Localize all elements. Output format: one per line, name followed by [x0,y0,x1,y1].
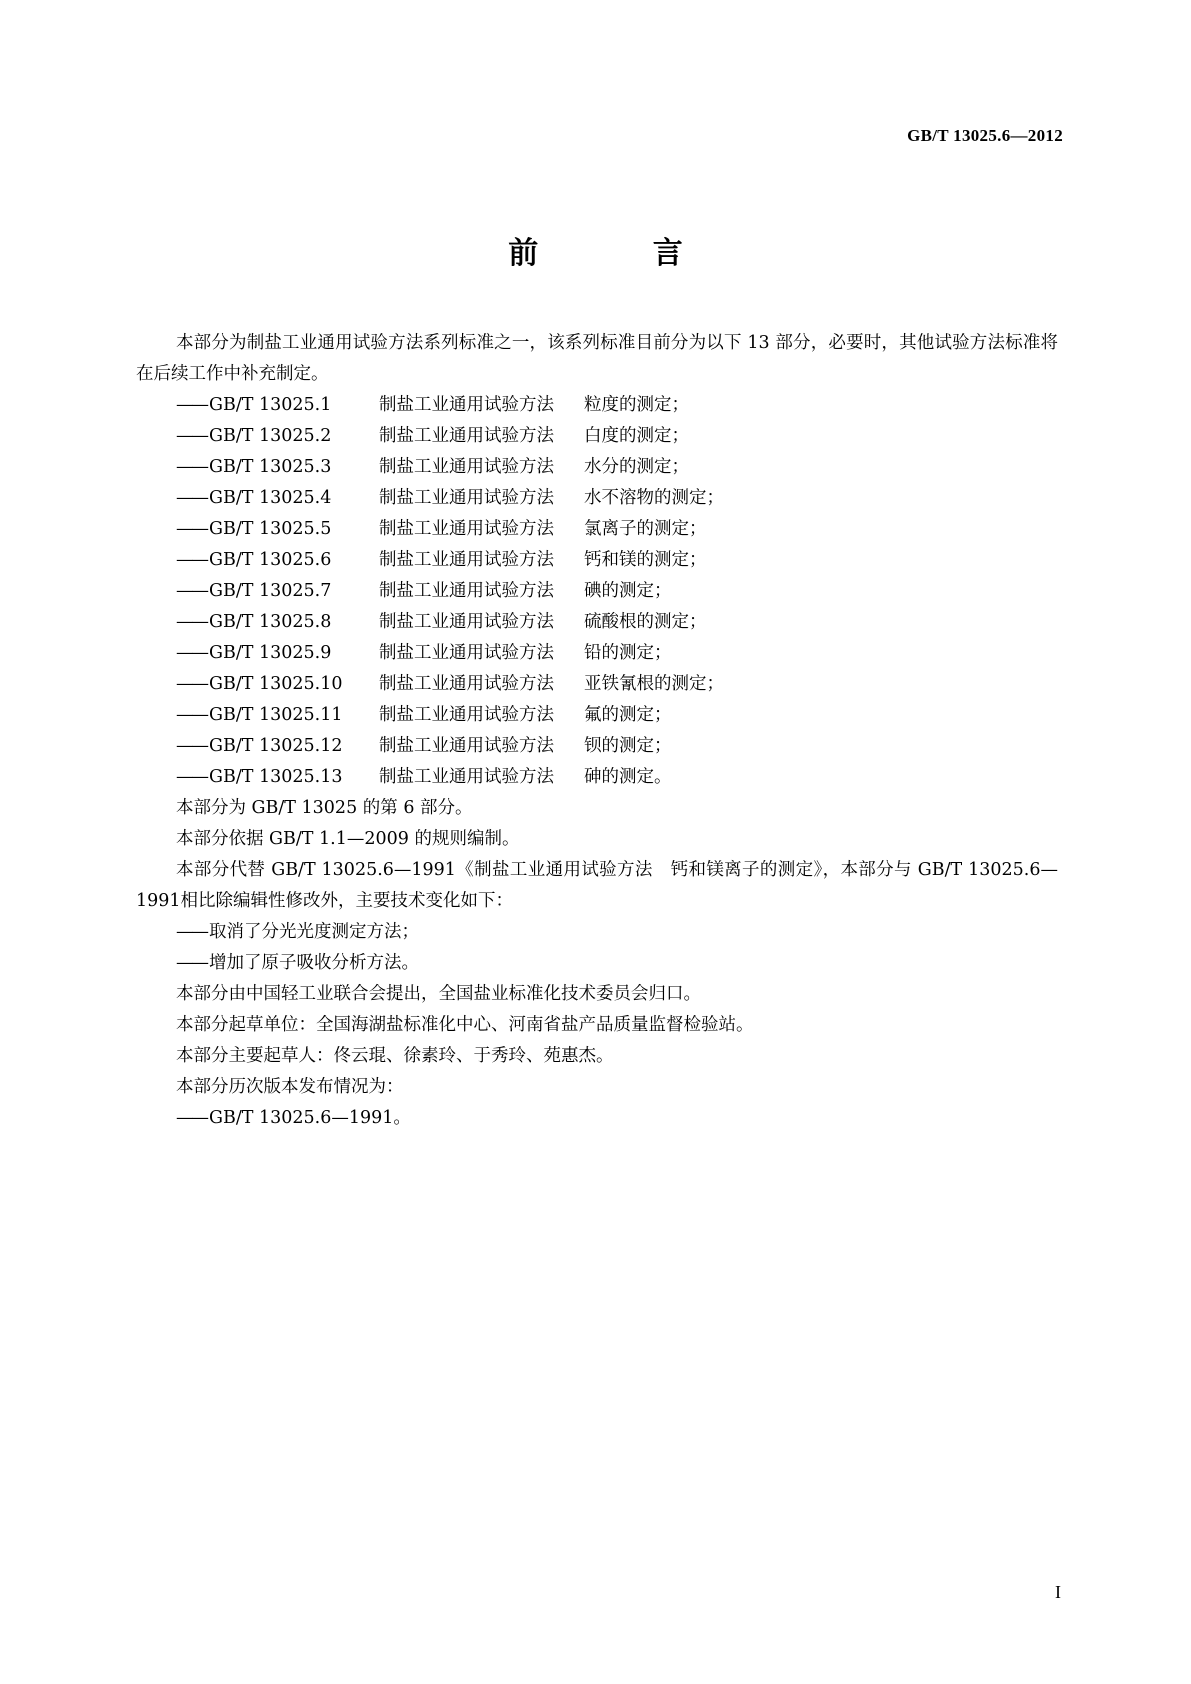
list-dash: —— [176,643,207,663]
standard-code: GB/T 13025.6—2012 [907,126,1063,145]
method-title: 制盐工业通用试验方法 [379,643,554,663]
subject-title: 亚铁氰根的测定； [584,674,724,694]
list-item [136,669,1058,700]
list-item [136,917,1058,948]
list-item [136,545,1058,576]
subject-title: 白度的测定； [584,426,689,446]
standard-part-code: GB/T 13025.7 [209,581,332,601]
proposed-by-paragraph: 本部分由中国轻工业联合会提出，全国盐业标准化技术委员会归口。 [176,984,701,1004]
list-item [136,638,1058,669]
list-item [136,483,1058,514]
subject-title: 氟的测定； [584,705,672,725]
list-item [136,731,1058,762]
list-dash: —— [176,581,207,601]
method-title: 制盐工业通用试验方法 [379,767,554,787]
list-dash: —— [176,767,207,787]
list-dash: —— [176,457,207,477]
list-dash: —— [176,736,207,756]
standard-part-code: GB/T 13025.10 [209,674,343,694]
subject-title: 砷的测定。 [584,767,672,787]
method-title: 制盐工业通用试验方法 [379,612,554,632]
method-title: 制盐工业通用试验方法 [379,674,554,694]
list-dash: —— [176,488,207,508]
history-intro-paragraph: 本部分历次版本发布情况为： [176,1077,404,1097]
list-dash: —— [176,705,207,725]
page-title: 前 言 [508,236,735,271]
standard-part-code: GB/T 13025.4 [209,488,332,508]
subject-title: 水不溶物的测定； [584,488,724,508]
list-item [136,607,1058,638]
method-title: 制盐工业通用试验方法 [379,550,554,570]
method-title: 制盐工业通用试验方法 [379,736,554,756]
list-dash: —— [176,922,207,942]
standard-part-code: GB/T 13025.6 [209,550,332,570]
list-dash: —— [176,550,207,570]
subject-title: 钡的测定； [584,736,672,756]
standard-part-code: GB/T 13025.5 [209,519,332,539]
standard-part-code: GB/T 13025.2 [209,426,332,446]
list-item [136,700,1058,731]
subject-title: 钙和镁的测定； [584,550,707,570]
change-text: 取消了分光光度测定方法； [209,922,419,942]
list-item [136,452,1058,483]
method-title: 制盐工业通用试验方法 [379,457,554,477]
list-dash: —— [176,953,207,973]
subject-title: 水分的测定； [584,457,689,477]
method-title: 制盐工业通用试验方法 [379,426,554,446]
foreword-body [136,328,1058,1134]
subject-title: 铅的测定； [584,643,672,663]
subject-title: 硫酸根的测定； [584,612,707,632]
part-of-paragraph: 本部分为 GB/T 13025 的第 6 部分。 [176,798,473,818]
drafted-per-paragraph: 本部分依据 GB/T 1.1—2009 的规则编制。 [176,829,520,849]
list-item [136,421,1058,452]
standard-part-code: GB/T 13025.12 [209,736,343,756]
list-item [136,576,1058,607]
history-text: GB/T 13025.6—1991。 [209,1108,411,1128]
series-list [136,390,1058,793]
standard-part-code: GB/T 13025.11 [209,705,343,725]
standard-part-code: GB/T 13025.9 [209,643,332,663]
list-item [136,514,1058,545]
list-item [136,390,1058,421]
list-dash: —— [176,519,207,539]
standard-part-code: GB/T 13025.13 [209,767,343,787]
list-item [136,762,1058,793]
list-item [136,948,1058,979]
list-dash: —— [176,426,207,446]
standard-part-code: GB/T 13025.1 [209,395,332,415]
history-list [136,1103,1058,1134]
replaces-paragraph: 本部分代替 GB/T 13025.6—1991《制盐工业通用试验方法 钙和镁离子的测定》，本部分与 GB/T 13025.6—1991相比除编辑性修改外，主要技术变化如下： [136,860,1058,911]
standard-part-code: GB/T 13025.3 [209,457,332,477]
subject-title: 粒度的测定； [584,395,689,415]
method-title: 制盐工业通用试验方法 [379,705,554,725]
standard-part-code: GB/T 13025.8 [209,612,332,632]
subject-title: 氯离子的测定； [584,519,707,539]
list-dash: —— [176,674,207,694]
list-dash: —— [176,1108,207,1128]
method-title: 制盐工业通用试验方法 [379,488,554,508]
intro-paragraph: 本部分为制盐工业通用试验方法系列标准之一，该系列标准目前分为以下 13 部分，必要时，其他试验方法标准将在后续工作中补充制定。 [136,333,1058,384]
list-dash: —— [176,395,207,415]
drafters-paragraph: 本部分主要起草人：佟云琨、徐素玲、于秀玲、苑惠杰。 [176,1046,614,1066]
method-title: 制盐工业通用试验方法 [379,395,554,415]
changes-list [136,917,1058,979]
method-title: 制盐工业通用试验方法 [379,519,554,539]
list-dash: —— [176,612,207,632]
list-item [136,1103,1058,1134]
subject-title: 碘的测定； [584,581,672,601]
change-text: 增加了原子吸收分析方法。 [209,953,419,973]
method-title: 制盐工业通用试验方法 [379,581,554,601]
drafting-units-paragraph: 本部分起草单位：全国海湖盐标准化中心、河南省盐产品质量监督检验站。 [176,1015,754,1035]
page-number: I [1055,1582,1061,1602]
